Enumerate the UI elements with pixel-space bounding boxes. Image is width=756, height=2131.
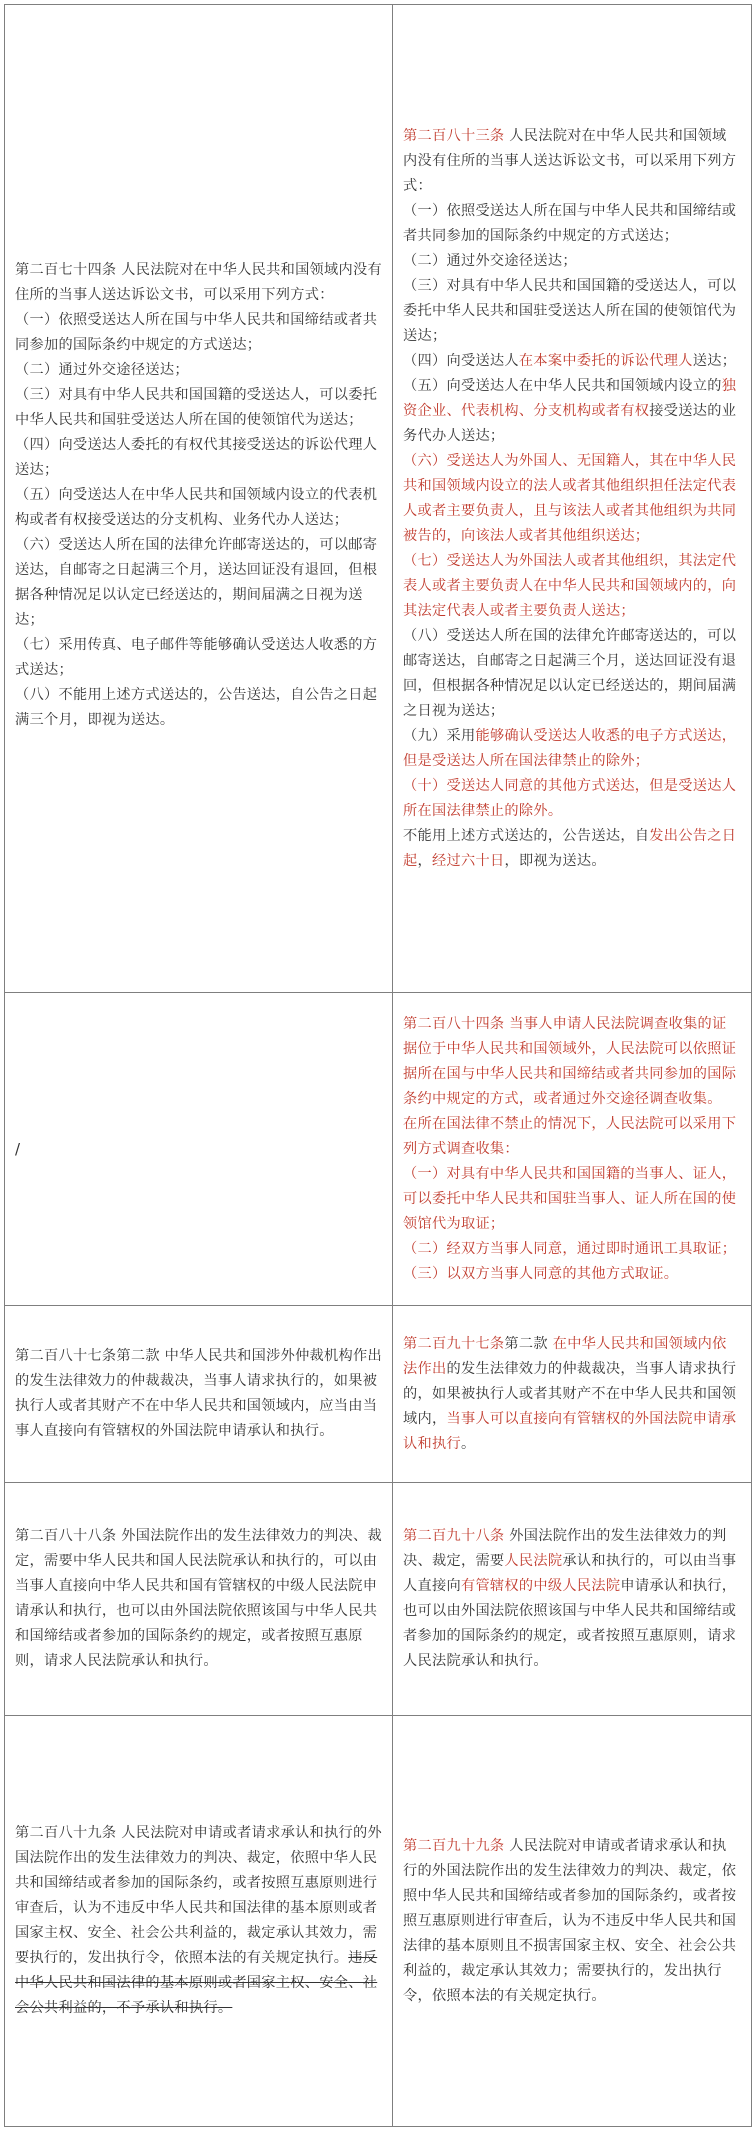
text-segment: （五）向受送达人在中华人民共和国领域内设立的 (403, 377, 722, 394)
table-row (5, 5, 751, 992)
new-article-cell (393, 5, 751, 992)
clause-line (403, 1524, 741, 1674)
text-segment: 人民法院对在中华人民共和国领域内没有住所的当事人送达诉讼文书，可以采用下列方式： (403, 127, 737, 194)
text-segment: 第二百八十四条 当事人申请人民法院调查收集的证据位于中华人民共和国领域外，人民法院可以依照证据所在国与中华人民共和国缔结或者共同参加的国际条约中规定的方式，或者通过外交途径调查收集。 (403, 1015, 737, 1107)
text-segment: 人民法院对申请或者请求承认和执行的外国法院作出的发生法律效力的判决、裁定，依照中华人民共和国缔结或者参加的国际条约，或者按照互惠原则进行审查后，认为不违反中华人民共和国法律的基本原则且不损害国家主权、安全、社会公共利益的，裁定承认其效力；需要执行的，发出执行令，依照本法的有关规定执行。 (403, 1837, 737, 2004)
clause-line: 第二百七十四条 人民法院对在中华人民共和国领域内没有住所的当事人送达诉讼文书，可以采用下列方式： (15, 262, 382, 303)
text-segment: （四）向受送达人 (403, 352, 519, 369)
text-segment: （八）受送达人所在国的法律允许邮寄送达的，可以邮寄送达，自邮寄之日起满三个月，送达回证没有退回，但根据各种情况足以认定已经送达的，期间届满之日视为送达； (403, 627, 737, 719)
text-segment: 在本案中委托的诉讼代理人 (518, 352, 693, 369)
old-article-cell (5, 1306, 393, 1482)
clause-line (403, 449, 741, 549)
old-article-cell (5, 5, 393, 992)
text-segment: （十）受送达人同意的其他方式送达，但是受送达人所在国法律禁止的除外。 (403, 777, 737, 819)
clause-line (403, 724, 741, 774)
clause-line (15, 1821, 382, 2021)
clause-line (403, 249, 741, 274)
clause-line: （二）通过外交途径送达； (15, 362, 189, 378)
text-segment: 当事人可以直接向有管辖权的外国法院申请承认和执行 (403, 1410, 737, 1452)
clause-line: （六）受送达人所在国的法律允许邮寄送达的，可以邮寄送达，自邮寄之日起满三个月，送达回证没有退回，但根据各种情况足以认定已经送达的，期间届满之日视为送达； (15, 537, 378, 628)
text-segment: （七）受送达人为外国法人或者其他组织，其法定代表人或者主要负责人在中华人民共和国领域内的，向其法定代表人或者主要负责人送达； (403, 552, 737, 619)
text-segment: 独资企业、代表机构、分支机构或者有权 (403, 377, 737, 419)
clause-line: （五）向受送达人在中华人民共和国领域内设立的代表机构或者有权接受送达的分支机构、业务代办人送达； (15, 487, 378, 528)
clause-line (403, 124, 741, 199)
clause-line (403, 1112, 741, 1162)
text-segment: 第二百八十三条 (403, 127, 505, 144)
clause-line (403, 549, 741, 624)
text-segment: 第二百九十九条 (403, 1837, 505, 1854)
text-segment: （六）受送达人为外国人、无国籍人，其在中华人民共和国领域内设立的法人或者其他组织担任法定代表人或者主要负责人，且与该法人或者其他组织为共同被告的，向该法人或者其他组织送达； (403, 452, 737, 544)
clause-line: （一）依照受送达人所在国与中华人民共和国缔结或者共同参加的国际条约中规定的方式送达； (15, 312, 378, 353)
clause-line (403, 1237, 741, 1262)
clause-line: （八）不能用上述方式送达的，公告送达，自公告之日起满三个月，即视为送达。 (15, 687, 378, 728)
text-segment: 在所在国法律不禁止的情况下，人民法院可以采用下列方式调查收集： (403, 1115, 737, 1157)
text-segment: （三）对具有中华人民共和国国籍的受送达人，可以委托中华人民共和国驻受送达人所在国的使领馆代为送达； (403, 277, 737, 344)
text-segment: 第二百九十八条 (403, 1528, 505, 1544)
text-segment: 承认和执行的，可以由当事人直接向 (403, 1553, 737, 1594)
text-segment: 接受送达的业务代办人送达； (403, 402, 737, 444)
text-segment: （一）依照受送达人所在国与中华人民共和国缔结或者共同参加的国际条约中规定的方式送达； (403, 202, 737, 244)
clause-line (403, 624, 741, 724)
old-article-cell (5, 1716, 393, 2126)
text-segment: （二）经双方当事人同意，通过即时通讯工具取证； (403, 1240, 737, 1257)
text-segment: 在中华人民共和国领域内依法作出 (403, 1335, 727, 1377)
text-segment: （二）通过外交途径送达； (403, 252, 577, 269)
clause-line: （四）向受送达人委托的有权代其接受送达的诉讼代理人送达； (15, 437, 378, 478)
clause-line (403, 274, 741, 349)
clause-line (403, 1332, 741, 1457)
text-segment: （九）采用 (403, 727, 476, 744)
old-article-cell (5, 1483, 393, 1715)
new-article-cell (393, 1483, 751, 1715)
text-segment: （一）对具有中华人民共和国国籍的当事人、证人，可以委托中华人民共和国驻当事人、证人所在国的使领馆代为取证； (403, 1165, 737, 1232)
comparison-table (4, 4, 752, 2127)
text-segment: 第二百八十九条 人民法院对申请或者请求承认和执行的外国法院作出的发生法律效力的判决、裁定，依照中华人民共和国缔结或者参加的国际条约，或者按照互惠原则进行审查后，认为不违反中华人民共和国法律的基本原则或者国家主权、安全、社会公共利益的，裁定承认其效力，需要执行的，发出执行令，依照本法的有关规定执行。 (15, 1825, 382, 1966)
clause-line (403, 1162, 741, 1237)
clause-line (403, 374, 741, 449)
clause-line: 第二百八十八条 外国法院作出的发生法律效力的判决、裁定，需要中华人民共和国人民法院承认和执行的，可以由当事人直接向中华人民共和国有管辖权的中级人民法院申请承认和执行，也可以由外国法院依照该国与中华人民共和国缔结或者参加的国际条约的规定，或者按照互惠原则，请求人民法院承认和执行。 (15, 1528, 382, 1669)
text-segment: 外国法院作出的发生法律效力的判决、裁定，需要 (403, 1528, 727, 1569)
text-segment: ，即视为送达。 (504, 852, 606, 869)
text-segment: 第二百九十七条 (403, 1335, 505, 1352)
table-row (5, 992, 751, 1305)
text-segment: 的发生法律效力的仲裁裁决，当事人请求执行的，如果被执行人或者其财产不在中华人民共和国领域内， (403, 1360, 737, 1427)
text-segment: 不能用上述方式送达的，公告送达，自 (403, 827, 650, 844)
clause-line (403, 199, 741, 249)
text-segment: 发出公告之日起 (403, 827, 737, 869)
text-segment: 第二款 (504, 1335, 553, 1352)
text-segment: 人民法院 (504, 1553, 563, 1569)
table-row (5, 1715, 751, 2126)
table-row (5, 1305, 751, 1482)
clause-line: （七）采用传真、电子邮件等能够确认受送达人收悉的方式送达； (15, 637, 378, 678)
text-segment: 送达； (692, 352, 737, 369)
text-segment: 能够确认受送达人收悉的电子方式送达，但是受送达人所在国法律禁止的除外； (403, 727, 737, 769)
text-segment: 申请承认和执行，也可以由外国法院依照该国与中华人民共和国缔结或者参加的国际条约的规定，或者按照互惠原则，请求人民法院承认和执行。 (403, 1578, 737, 1669)
new-article-cell (393, 1306, 751, 1482)
new-article-cell (393, 993, 751, 1305)
old-article-cell (5, 993, 393, 1305)
text-segment: （三）以双方当事人同意的其他方式取证。 (403, 1265, 679, 1282)
empty-marker: / (15, 1139, 21, 1158)
clause-line (403, 1262, 741, 1287)
clause-line (403, 774, 741, 824)
text-segment: 。 (460, 1435, 476, 1452)
text-segment: ， (417, 852, 432, 869)
clause-line (403, 349, 741, 374)
clause-line (403, 1012, 741, 1112)
text-segment: 违反中华人民共和国法律的基本原则或者国家主权、安全、社会公共利益的，不予承认和执行。 (15, 1950, 378, 2016)
clause-line: 第二百八十七条第二款 中华人民共和国涉外仲裁机构作出的发生法律效力的仲裁裁决，当事人请求执行的，如果被执行人或者其财产不在中华人民共和国领域内，应当由当事人直接向有管辖权的外国法院申请承认和执行。 (15, 1348, 382, 1439)
clause-line (403, 1834, 741, 2009)
new-article-cell (393, 1716, 751, 2126)
text-segment: 有管辖权的中级人民法院 (460, 1578, 621, 1594)
clause-line (403, 824, 741, 874)
table-row (5, 1482, 751, 1715)
clause-line: （三）对具有中华人民共和国国籍的受送达人，可以委托中华人民共和国驻受送达人所在国的使领馆代为送达； (15, 387, 378, 428)
text-segment: 经过六十日 (432, 852, 505, 869)
